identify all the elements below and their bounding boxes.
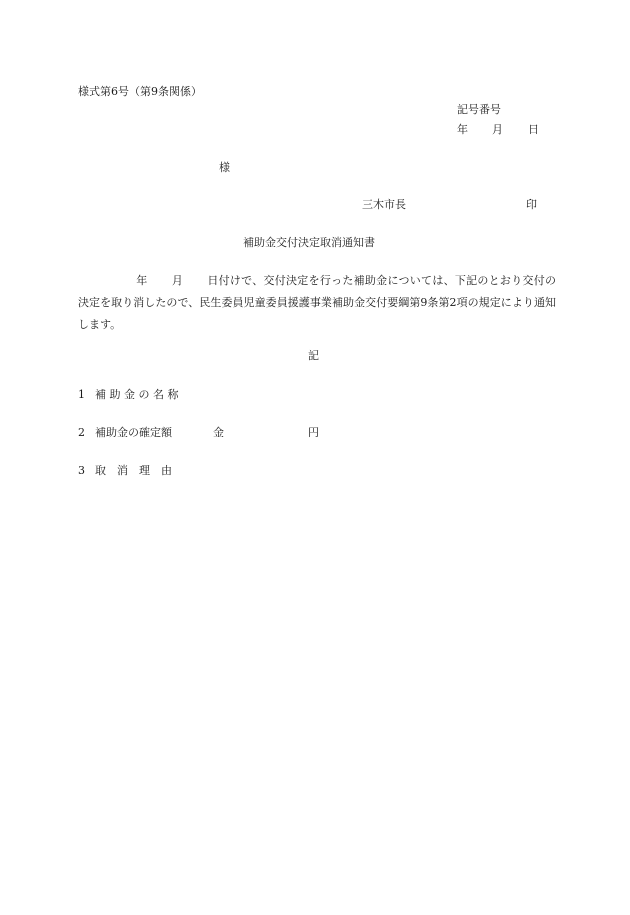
reference-number-label: 記号番号 [457,103,501,116]
item-2-amount-suffix: 円 [308,426,319,439]
item-3-label: 取 消 理 由 [95,464,172,477]
item-3-number: 3 [78,464,85,477]
date-month: 月 [492,123,503,136]
item-2-number: 2 [78,426,85,439]
addressee-suffix: 様 [219,161,230,174]
body-month: 月 [171,274,184,287]
item-1-number: 1 [78,388,85,401]
body-text: 日付けで、交付決定を行った補助金については、下記のとおり交付の決定を取り消したので、民生委員児童委員援護事業補助金交付要綱第9条第2項の規定により通知します。 [78,274,557,331]
date-day: 日 [528,123,539,136]
item-2-label: 補助金の確定額 [95,426,172,439]
item-2-amount-prefix: 金 [213,426,224,439]
form-number: 様式第6号（第9条関係） [78,85,202,98]
body-year: 年 [136,274,148,287]
body-paragraph [78,270,556,336]
item-1-label: 補 助 金 の 名 称 [95,388,179,401]
issuer-name: 三木市長 [362,198,406,211]
date-year: 年 [457,123,468,136]
seal-mark: 印 [526,198,537,211]
document-title: 補助金交付決定取消通知書 [243,236,375,249]
ki-heading: 記 [308,349,319,362]
